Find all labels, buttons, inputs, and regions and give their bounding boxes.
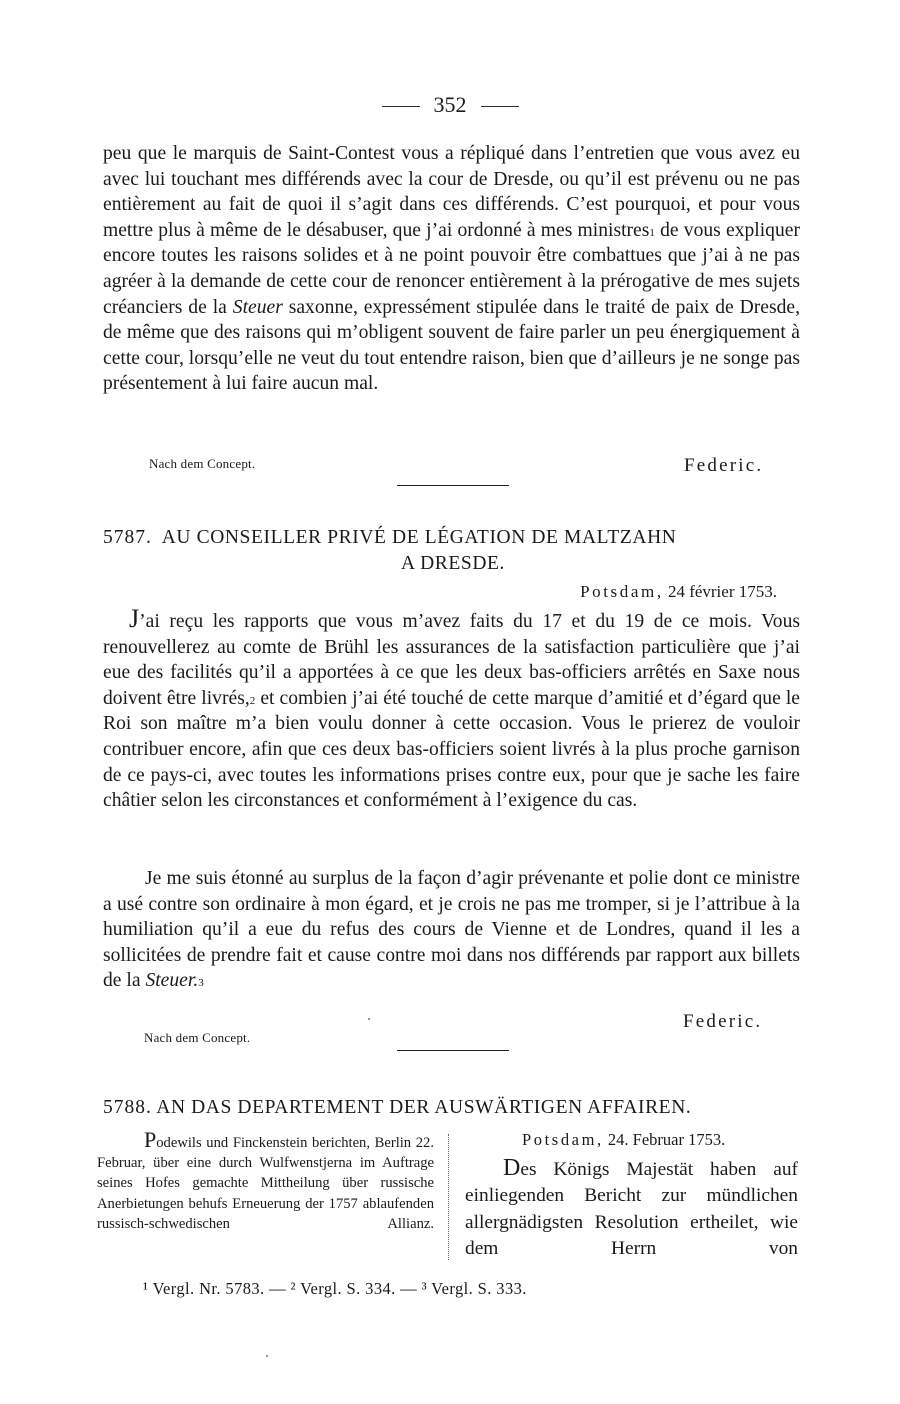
letter-5787-date: 24 février 1753.	[663, 582, 777, 601]
letter-5788-title: AN DAS DEPARTEMENT DER AUSWÄRTIGEN AFFAIREN.	[156, 1097, 692, 1118]
letter-5787-title-line2: A DRESDE.	[401, 553, 505, 574]
letter-5787-italic-steuer: Steuer.	[145, 970, 199, 992]
letter-5788-place: Potsdam,	[522, 1130, 604, 1149]
page-number-text: 352	[433, 92, 467, 117]
continuation-text-2: de vous expliquer encore toutes les raisons solides et à ne point pouvoir être combattues que j’ai à ne pas agréer à la demande de cette cour de renoncer entièrement à la prérogative de mes sujets créanciers de la	[103, 219, 800, 318]
letter-5787-title-line1: AU CONSEILLER PRIVÉ DE LÉGATION DE MALTZAHN	[161, 527, 677, 548]
letter-5788-dateline	[522, 1130, 725, 1150]
speck-mark	[368, 1018, 370, 1020]
source-note-1: Nach dem Concept.	[149, 456, 256, 471]
continuation-italic-steuer: Steuer	[232, 296, 283, 318]
letter-5787-p1-text-b: et combien j’ai été touché de cette marque d’amitié et d’égard que le Roi son maître m’a bien voulu donner à cette occasion. Vous le prierez de vouloir contribuer encore, afin que ces deux bas-officiers soient livrés à la plus proche garnison de ce pays-ci, avec toutes les informations prises contre eux, pour que je sache les faire châtier selon les circonstances et conformément à l’exigence du cas.	[103, 687, 800, 812]
letter-5788-date: 24. Februar 1753.	[603, 1130, 726, 1149]
letter-5788-body-initial: D	[503, 1155, 521, 1181]
section-divider-2	[397, 1050, 509, 1051]
header-dash-right	[481, 106, 519, 107]
letter-5787-initial: J	[129, 604, 140, 633]
signature-1: Federic.	[684, 455, 764, 476]
letter-5788-body	[465, 1155, 798, 1263]
header-dash-left	[382, 106, 420, 107]
continuation-text-3: saxonne, expressément stipulée dans le traité de paix de Dresde, de même que des raisons qui m’obligent souvent de faire parler un peu énergiquement à cette cour, lorsqu’elle ne veut du tout entendre raison, bien que d’ailleurs je ne songe pas présentement à lui faire aucun mal.	[103, 296, 800, 395]
letter-5788-summary-text: odewils und Finckenstein berichten, Berlin 22. Februar, über eine durch Wulfwenstjerna im Auftrage seines Hofes gemachte Mittheilung über russische Anerbietungen behufs Erneuerung der 1757 ablaufenden russisch-schwedischen Allianz.	[97, 1135, 434, 1232]
footnote-ref-2: 2	[249, 694, 256, 707]
column-separator	[448, 1134, 449, 1260]
page-number	[0, 92, 900, 118]
letter-5787-heading	[103, 525, 803, 577]
letter-5787-place: Potsdam,	[580, 582, 664, 601]
letter-5788-summary-initial: P	[144, 1127, 157, 1152]
continuation-text-1: peu que le marquis de Saint-Contest vous a répliqué dans l’entretien que vous avez eu avec lui touchant mes différends avec la cour de Dresde, ou qu’il est prévenu ou ne pas entièrement au fait de quoi il s’agit dans ces différends. C’est pourquoi, et pour vous mettre plus à même de le désabuser, que j’ai ordonné à mes ministres	[103, 143, 800, 241]
footnotes: ¹ Vergl. Nr. 5783. — ² Vergl. S. 334. — ³ Vergl. S. 333.	[143, 1279, 527, 1298]
letter-5787-paragraph-1	[103, 606, 800, 814]
letter-5788-heading	[103, 1095, 803, 1121]
letter-5787-paragraph-2	[103, 866, 800, 994]
continuation-paragraph	[103, 141, 800, 397]
letter-5787-p1-text-a: ’ai reçu les rapports que vous m’avez faits du 17 et du 19 de ce mois. Vous renouvellerez au comte de Brühl les assurances de la satisfaction particulière que j’ai eue des facilités qu’il a apportées à ce que les deux bas-officiers arrêtés en Saxe nous doivent être livrés,	[103, 611, 800, 709]
speck-mark	[266, 1355, 268, 1357]
letter-5787-p2-text: Je me suis étonné au surplus de la façon d’agir prévenante et polie dont ce ministre a usé contre son ordinaire à mon égard, et je crois ne pas me tromper, si je l’attribue à la humiliation qu’il a eue du refus des cours de Vienne et de Londres, quand il les a sollicitées de prendre fait et cause contre moi dans nos différends par rapport aux billets de la	[103, 868, 800, 992]
section-divider-1	[397, 485, 509, 486]
letter-5787-number: 5787.	[103, 527, 152, 548]
footnote-ref-1: 1	[649, 226, 655, 239]
letter-5788-summary	[97, 1127, 434, 1234]
letter-5787-dateline	[580, 582, 777, 602]
source-note-2: Nach dem Concept.	[144, 1030, 251, 1045]
signature-2: Federic.	[683, 1011, 763, 1032]
footnote-ref-3: 3	[198, 977, 204, 990]
letter-5788-number: 5788.	[103, 1097, 152, 1118]
letter-5788-body-text: es Königs Majestät haben auf einliegenden Bericht zur mündlichen allergnädigsten Resolution ertheilet, wie dem Herrn von	[465, 1159, 798, 1260]
